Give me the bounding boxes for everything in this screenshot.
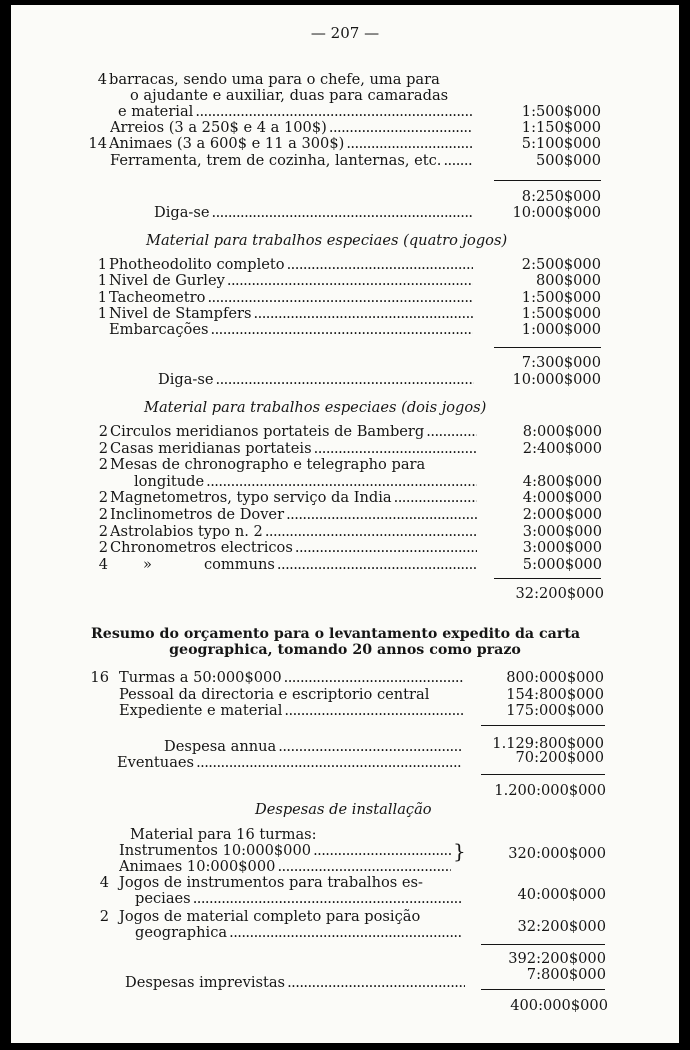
item-amount: 4:800$000 [522,472,602,490]
section-title: Material para trabalhos especiaes (quatro jogos) [146,232,508,249]
subtotal-amount: 392:200$000 [508,950,606,967]
item-qty: 2 [98,539,108,557]
item-amount: 1:150$000 [521,119,601,137]
page-number: — 207 — [310,24,380,42]
item-text: Jogos de material completo para posição [119,908,421,925]
annual-amount: 1.129:800$000 [492,735,604,752]
item-text: Jogos de instrumentos para trabalhos es- [119,874,423,891]
item-amount: 2:500$000 [521,256,601,273]
total-rule [481,989,605,990]
summary-heading: Resumo do orçamento para o levantamento expedito da carta [91,626,581,642]
subtotal-rule [481,944,605,945]
item-amount: 32:200$000 [517,918,606,935]
item-amount: 40:000$000 [517,886,606,903]
item-text: » communs . . . [143,557,477,573]
say-amount: 10:000$000 [512,371,601,388]
intro-line: o ajudante e auxiliar, duas para camaradas [130,87,449,104]
item-text: Casas meridianas portateis . . . [110,441,477,457]
subtotal-rule [494,180,601,181]
eventual-label: Eventuaes . . . [117,755,462,771]
item-qty: 2 [98,423,108,440]
section-title: Material para trabalhos especiaes (dois jogos) [144,399,487,416]
section-title: Despesas de installação [255,801,432,818]
subtotal-rule [494,347,601,348]
item-amount: 3:000$000 [522,539,602,557]
item-text: Nivel de Gurley . . . [109,273,473,289]
subtotal-amount: 32:200$000 [515,585,604,602]
grand-total-amount: 400:000$000 [510,997,608,1014]
item-amount: 4:000$000 [522,489,602,507]
item-amount: 1:500$000 [521,288,601,306]
total-amount: 1.200:000$000 [494,782,606,799]
subtotal-amount: 8:250$000 [521,188,601,205]
item-qty: 1 [97,288,107,306]
subtotal-amount: 7:300$000 [521,354,601,371]
item-amount: 500$000 [536,151,601,169]
item-qty: 2 [99,908,109,925]
annual-label: Despesa annua . . . [164,739,462,755]
unforeseen-amount: 7:800$000 [526,966,606,983]
material-heading: Material para 16 turmas: [130,826,317,843]
item-text: Embarcações . . . [109,322,473,338]
item-amount: 2:400$000 [522,439,602,457]
animals-label: Animaes 10:000$000 . . . [119,859,451,875]
item-text: Ferramenta, trem de cozinha, lanternas, etc. . . . [110,153,473,169]
item-qty: 2 [98,489,108,507]
item-text: Magnetometros, typo serviço da India . . . [110,490,477,506]
item-text: Pessoal da directoria e escriptorio central [119,686,430,703]
item-text: Circulos meridianos portateis de Bamberg . . . [110,424,477,440]
instruments-label: Instrumentos 10:000$000 . . . [119,843,451,859]
unforeseen-label: Despesas imprevistas . . . [125,975,465,991]
item-text: Nivel de Stampfers . . . [109,306,473,322]
item-text: Mesas de chronographo e telegrapho para [110,457,426,474]
item-text: Arreios (3 a 250$ e 4 a 100$) . . . [110,120,473,136]
say-label: Diga-se . . . [154,205,472,221]
subtotal-rule [494,578,601,579]
item-qty: 1 [97,256,107,273]
item-text: Astrolabios typo n. 2 . . . [110,524,477,540]
intro-qty: 4 [97,71,107,88]
item-amount: 800:000$000 [506,669,604,686]
item-qty: 2 [98,439,108,457]
item-text: Animaes (3 a 600$ e 11 a 300$) . . . [109,136,473,152]
item-text: longitude . . . [134,474,477,490]
item-qty: 1 [97,304,107,322]
item-text: Tacheometro . . . [109,290,473,306]
item-amount: 5:000$000 [522,555,602,573]
item-amount: 800$000 [536,272,601,290]
subtotal-rule [481,725,605,726]
item-qty: 4 [98,555,108,573]
brace: } [453,839,466,863]
item-amount: 5:100$000 [521,135,601,153]
item-text: Turmas a 50:000$000 . . . [119,670,463,686]
item-qty: 2 [98,456,108,474]
item-text: peciaes . . . [135,891,462,907]
item-amount: 1:500$000 [521,304,601,322]
item-qty: 1 [97,272,107,290]
item-text: geographica . . . [135,925,462,941]
item-text: Inclinometros de Dover . . . [110,507,477,523]
total-rule [481,774,605,775]
item-text: Photheodolito completo . . . [109,257,473,273]
item-qty: 14 [88,135,107,153]
eventual-amount: 70:200$000 [515,749,604,766]
item-qty: 4 [99,874,109,891]
item-amount: 1:500$000 [521,103,601,120]
item-amount: 3:000$000 [522,522,602,540]
item-text: Expediente e material . . . [119,703,463,719]
turmas-amount: 320:000$000 [508,845,606,862]
intro-line: barracas, sendo uma para o chefe, uma para [109,71,440,88]
summary-heading: geographica, tomando 20 annos como prazo [169,642,521,658]
item-amount: 154:800$000 [506,685,604,703]
item-amount: 8:000$000 [522,423,602,440]
item-qty: 2 [98,522,108,540]
document-page [11,5,679,1043]
item-amount: 1:000$000 [521,321,601,339]
item-text: e material . . . [118,104,473,120]
item-amount: 175:000$000 [506,702,604,719]
item-qty: 16 [90,669,109,686]
item-qty: 2 [98,506,108,523]
say-amount: 10:000$000 [512,204,601,221]
say-label: Diga-se . . . [158,372,474,388]
item-text: Chronometros electricos . . . [110,540,477,556]
item-amount: 2:000$000 [522,506,602,523]
